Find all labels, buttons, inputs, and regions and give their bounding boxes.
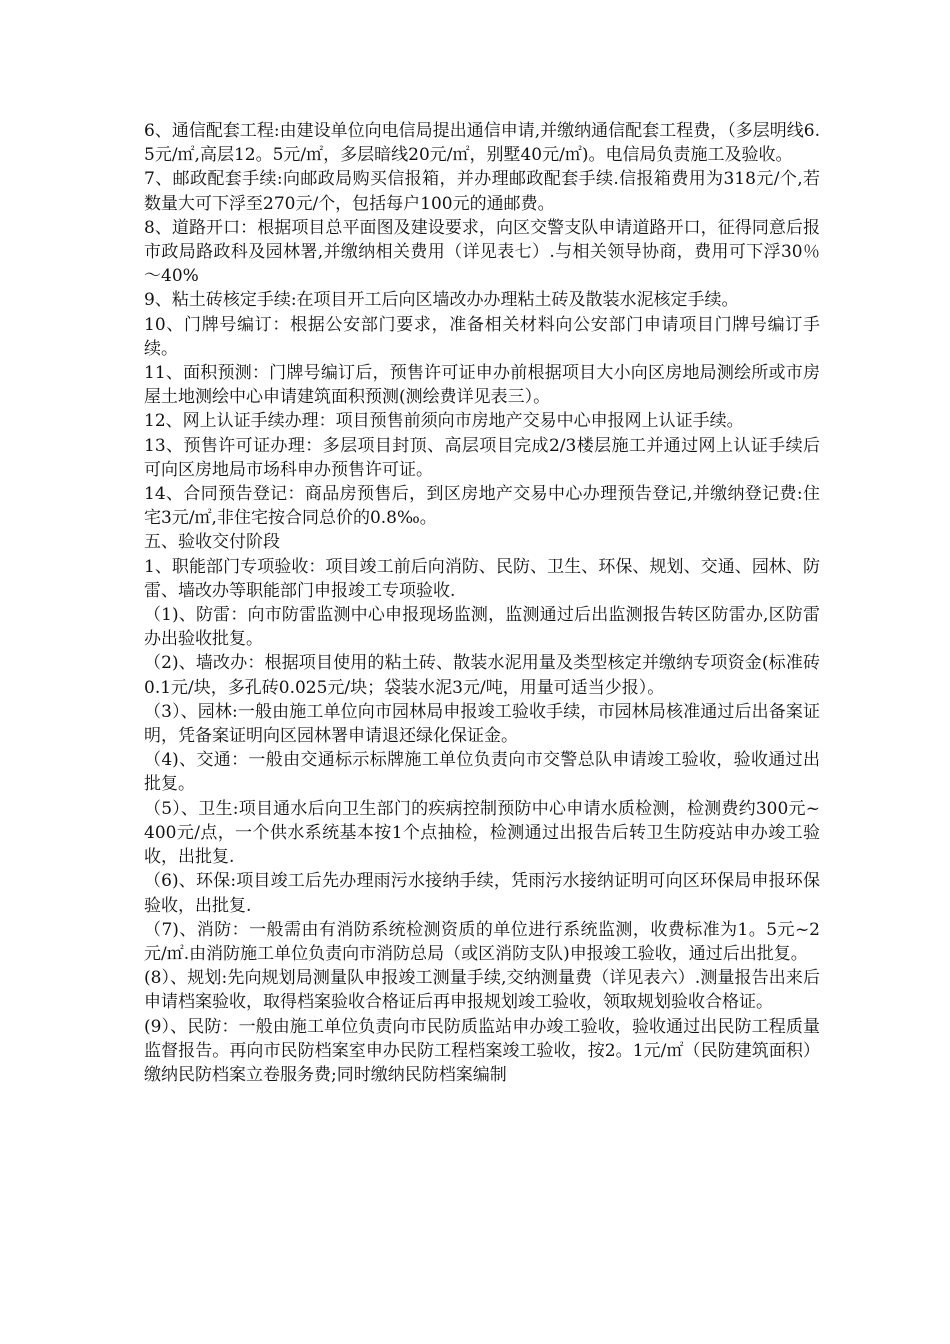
item-9-civil-defense: (9）、民防：一般由施工单位负责向市民防质监站申办竣工验收，验收通过出民防工程质量监督报告。再向市民防档案室申办民防工程档案竣工验收，按2。1元/㎡（民防建筑面积）缴纳民防档案立卷服务费;同时缴纳民防档案编制 bbox=[144, 1016, 820, 1085]
paragraph-7-postal: 7、邮政配套手续:向邮政局购买信报箱，并办理邮政配套手续.信报箱费用为318元/个,若数量大可下浮至270元/个，包括每户100元的通邮费。 bbox=[144, 169, 820, 214]
item-5-health: （5）、卫生:项目通水后向卫生部门的疾病控制预防中心申请水质检测，检测费约300元~400元/点，一个供水系统基本按1个点抽检，检测通过出报告后转卫生防疫站申办竣工验收，出批复. bbox=[144, 798, 820, 868]
paragraph-9-clay-brick: 9、粘土砖核定手续:在项目开工后向区墙改办办理粘土砖及散装水泥核定手续。 bbox=[144, 290, 739, 311]
paragraph-12-online-certification: 12、网上认证手续办理：项目预售前须向市房地产交易中心申报网上认证手续。 bbox=[144, 411, 744, 432]
section-heading-acceptance: 五、验收交付阶段 bbox=[144, 532, 280, 553]
item-4-traffic: （4)、交通：一般由交通标示标牌施工单位负责向市交警总队申请竣工验收，验收通过出批复。 bbox=[144, 750, 820, 795]
item-2-wall-reform: （2)、墙改办：根据项目使用的粘土砖、散装水泥用量及类型核定并缴纳专项资金(标准砖0.1元/块，多孔砖0.025元/块；袋装水泥3元/吨，用量可适当少报）。 bbox=[144, 653, 820, 698]
item-1-lightning: （1)、防雷：向市防雷监测中心申报现场监测，监测通过后出监测报告转区防雷办,区防雷办出验收批复。 bbox=[144, 605, 820, 650]
document-body bbox=[144, 119, 820, 1087]
paragraph-10-door-number: 10、门牌号编订：根据公安部门要求，准备相关材料向公安部门申请项目门牌号编订手续。 bbox=[144, 314, 820, 359]
paragraph-11-area-forecast: 11、面积预测：门牌号编订后，预售许可证申办前根据项目大小向区房地局测绘所或市房屋土地测绘中心申请建筑面积预测(测绘费详见表三）。 bbox=[144, 363, 820, 408]
paragraph-8-road-opening: 8、道路开口：根据项目总平面图及建设要求，向区交警支队申请道路开口，征得同意后报市政局路政科及园林署,并缴纳相关费用（详见表七）.与相关领导协商，费用可下浮30％～40% bbox=[144, 217, 820, 287]
item-7-fire: （7)、消防：一般需由有消防系统检测资质的单位进行系统监测，收费标准为1。5元~2元/㎡.由消防施工单位负责向市消防总局（或区消防支队)申报竣工验收，通过后出批复。 bbox=[144, 919, 820, 964]
paragraph-6-telecom: 6、通信配套工程:由建设单位向电信局提出通信申请,并缴纳通信配套工程费，（多层明线6.5元/㎡,高层12。5元/㎡，多层暗线20元/㎡，别墅40元/㎡)。电信局负责施工及验收。 bbox=[144, 121, 820, 166]
paragraph-1-special-acceptance: 1、职能部门专项验收：项目竣工前后向消防、民防、卫生、环保、规划、交通、园林、防雷、墙改办等职能部门申报竣工专项验收. bbox=[144, 556, 820, 601]
item-8-planning: (8）、规划:先向规划局测量队申报竣工测量手续,交纳测量费（详见表六）.测量报告出来后申请档案验收，取得档案验收合格证后再申报规划竣工验收，领取规划验收合格证。 bbox=[144, 968, 820, 1013]
paragraph-13-presale-permit: 13、预售许可证办理：多层项目封顶、高层项目完成2/3楼层施工并通过网上认证手续后可向区房地局市场科申办预售许可证。 bbox=[144, 435, 820, 480]
item-6-environment: （6)、环保:项目竣工后先办理雨污水接纳手续，凭雨污水接纳证明可向区环保局申报环保验收，出批复. bbox=[144, 871, 820, 916]
item-3-landscaping: （3）、园林:一般由施工单位向市园林局申报竣工验收手续，市园林局核准通过后出备案证明，凭备案证明向区园林署申请退还绿化保证金。 bbox=[144, 701, 820, 747]
paragraph-14-contract-registration: 14、合同预告登记：商品房预售后，到区房地产交易中心办理预告登记,并缴纳登记费:住宅3元/㎡,非住宅按合同总价的0.8‰。 bbox=[144, 484, 820, 529]
